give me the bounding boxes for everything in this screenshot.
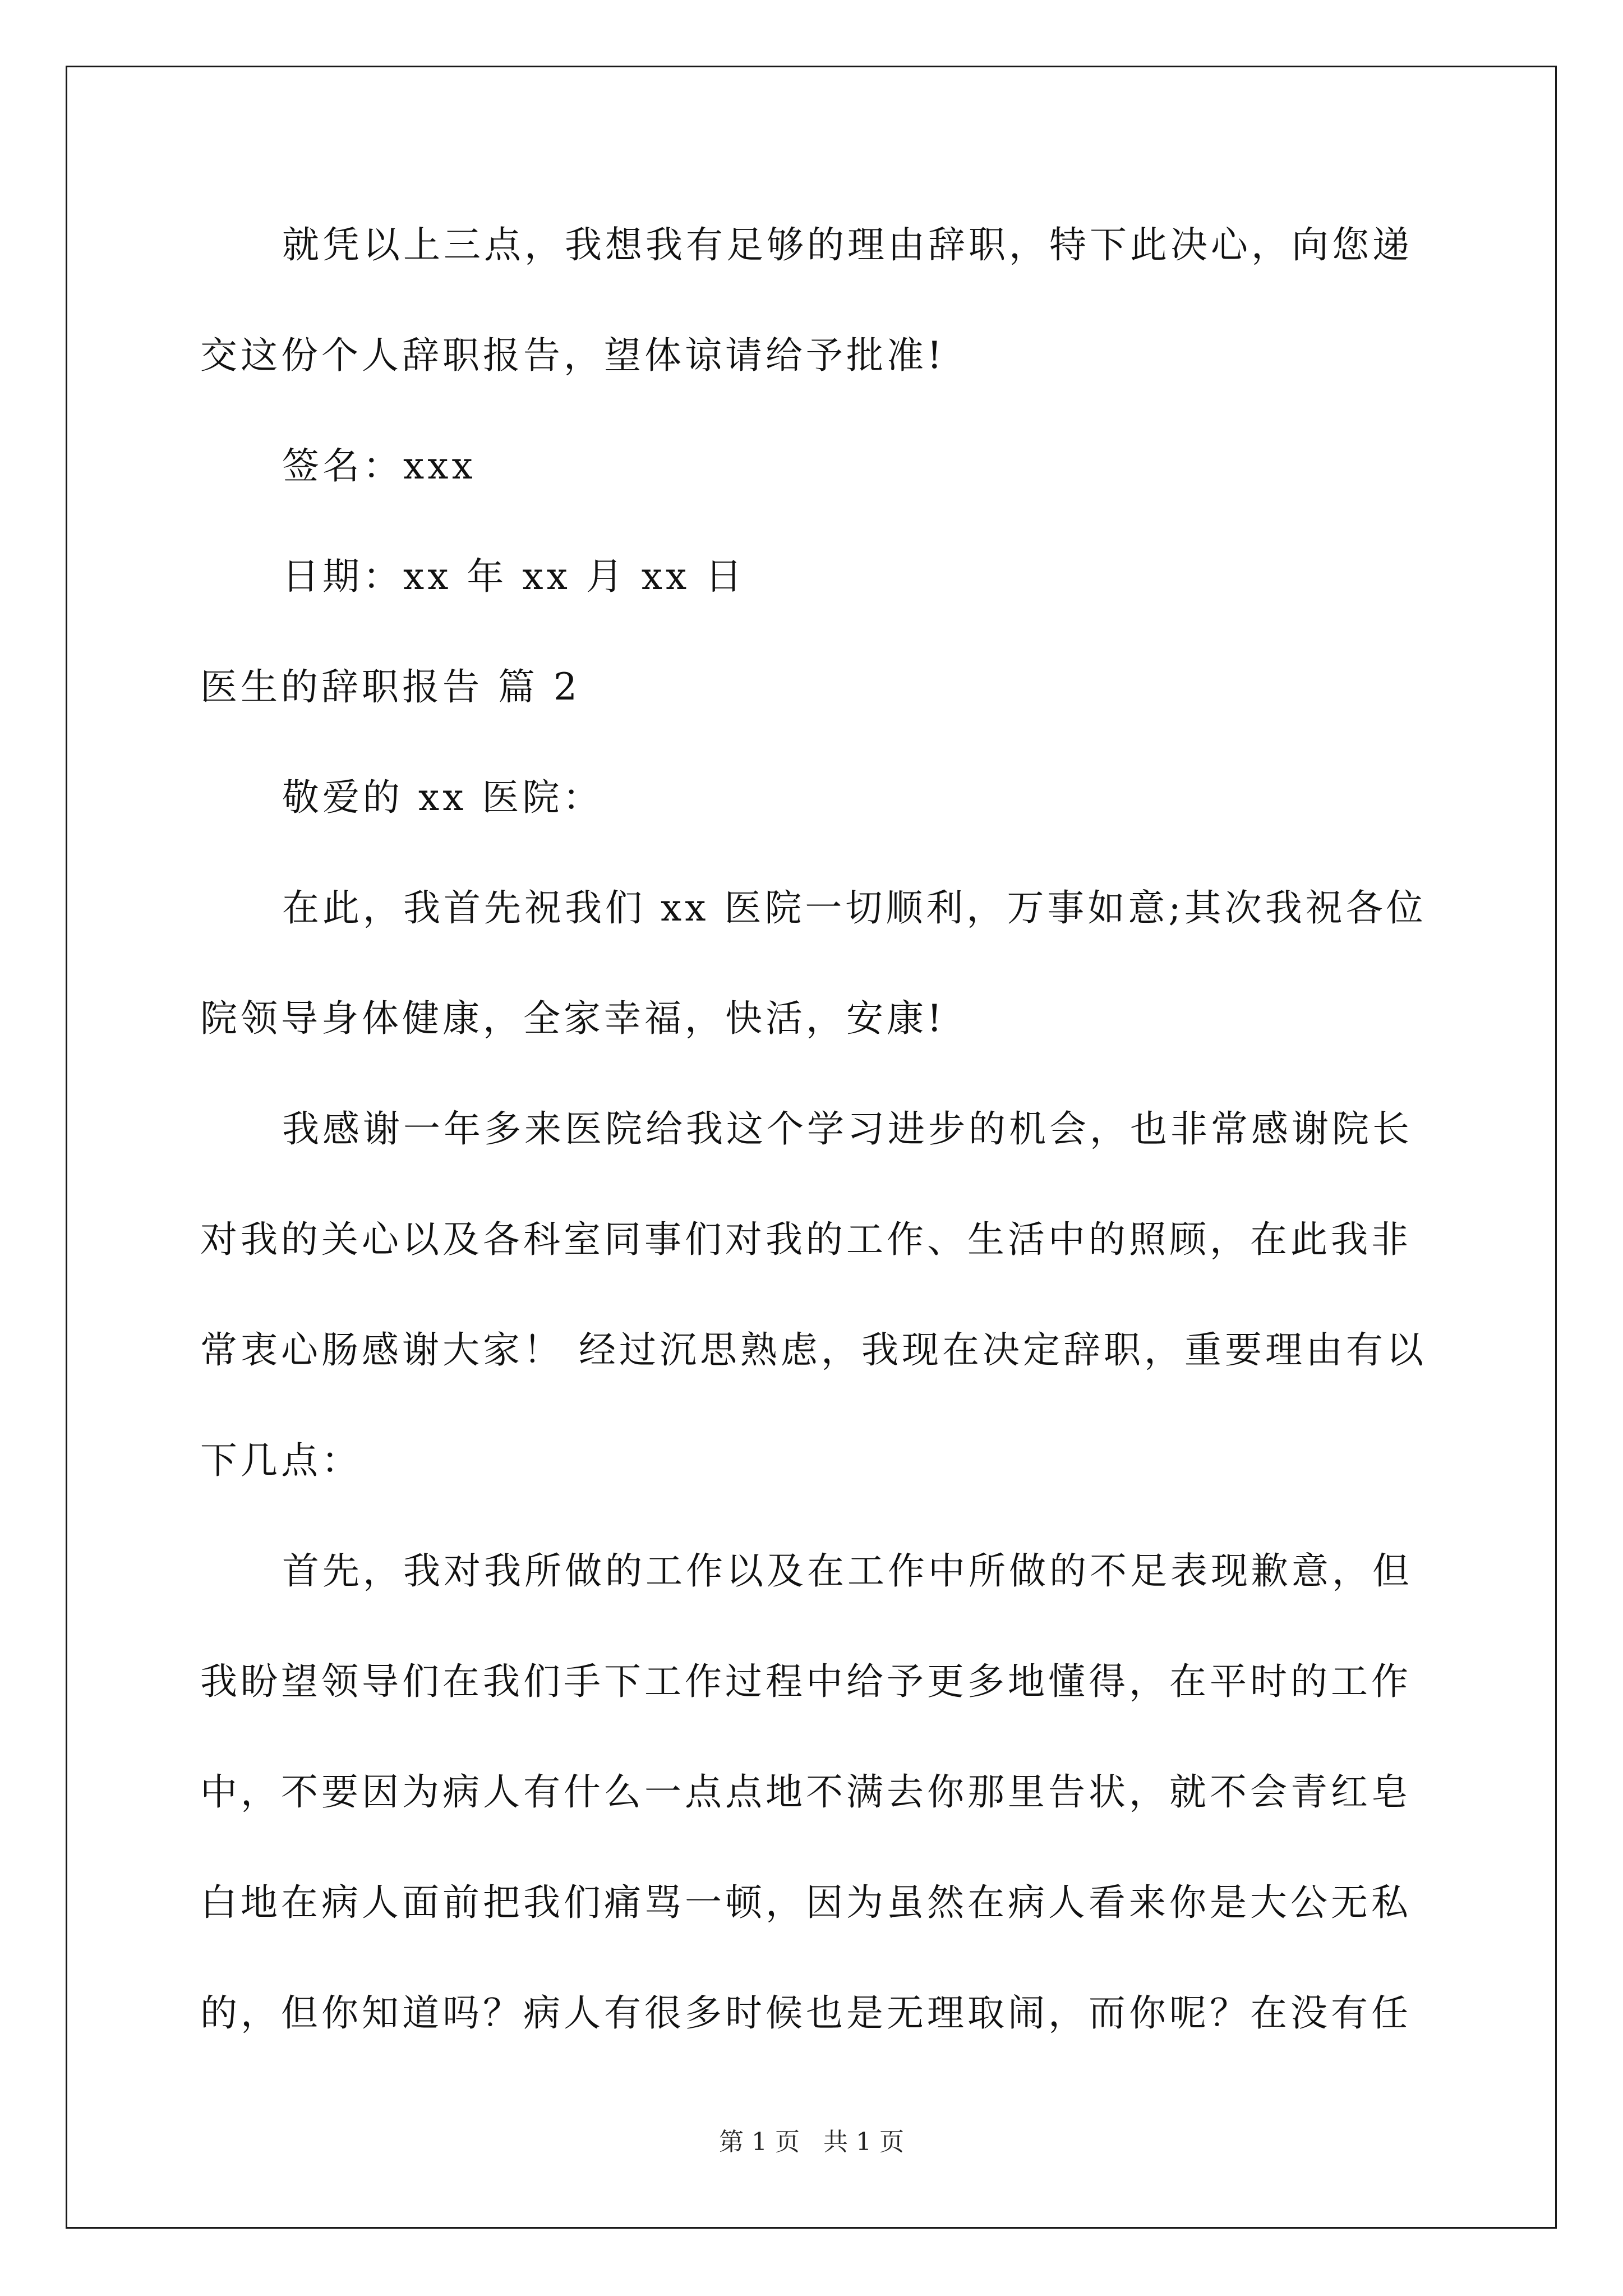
- paragraph-line: 白地在病人面前把我们痛骂一顿，因为虽然在病人看来你是大公无私: [200, 1881, 1412, 1924]
- paragraph-line: 中，不要因为病人有什么一点点地不满去你那里告状，就不会青红皂: [200, 1770, 1412, 1814]
- paragraph-line: 下几点：: [200, 1439, 362, 1482]
- signature-line: 签名：xxx: [282, 444, 476, 487]
- paragraph-line: 常衷心肠感谢大家！ 经过沉思熟虑，我现在决定辞职，重要理由有以: [200, 1328, 1427, 1372]
- paragraph-line: 就凭以上三点，我想我有足够的理由辞职，特下此决心，向您递: [282, 223, 1413, 266]
- section-heading: 医生的辞职报告 篇 2: [200, 665, 580, 708]
- paragraph-line: 在此，我首先祝我们 xx 医院一切顺利，万事如意;其次我祝各位: [282, 886, 1427, 930]
- page-number-footer: 第 1 页 共 1 页: [719, 2128, 904, 2156]
- paragraph-line: 我感谢一年多来医院给我这个学习进步的机会，也非常感谢院长: [282, 1107, 1413, 1151]
- paragraph-line: 我盼望领导们在我们手下工作过程中给予更多地懂得，在平时的工作: [200, 1660, 1412, 1703]
- paragraph-line: 首先，我对我所做的工作以及在工作中所做的不足表现歉意，但: [282, 1549, 1413, 1593]
- salutation-line: 敬爱的 xx 医院：: [282, 776, 603, 819]
- paragraph-line: 的，但你知道吗？病人有很多时候也是无理取闹，而你呢？在没有任: [200, 1991, 1412, 2035]
- paragraph-line: 交这份个人辞职报告，望体谅请给予批准!: [200, 334, 946, 377]
- paragraph-line: 对我的关心以及各科室同事们对我的工作、生活中的照顾，在此我非: [200, 1218, 1412, 1261]
- paragraph-line: 院领导身体健康，全家幸福，快活，安康!: [200, 997, 946, 1040]
- date-line: 日期：xx 年 xx 月 xx 日: [282, 555, 746, 598]
